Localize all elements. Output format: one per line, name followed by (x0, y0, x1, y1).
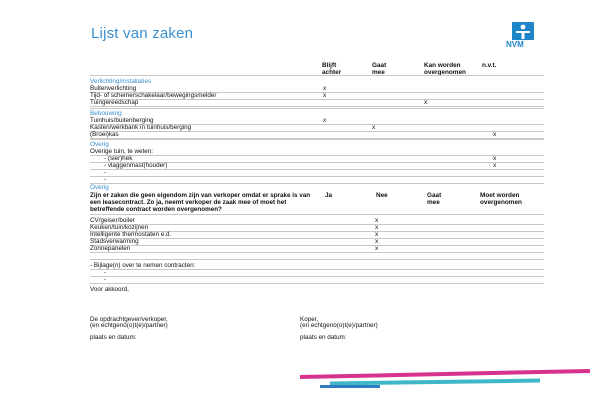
buyer-place-date: plaats en datum: (300, 334, 347, 341)
col-header-ja: Ja (325, 192, 333, 199)
table-row: Kasten/werkbank in tuinhuis/berging x (90, 124, 544, 132)
check-mark: x (323, 117, 327, 124)
buyer-partner-label: (en echtgeno(o)t(e)/partner) (300, 322, 378, 329)
seller-place-date: plaats en datum: (90, 334, 137, 341)
table-row: - (sier)hek x (90, 155, 544, 163)
table-row: Buitenverlichting x (90, 85, 544, 93)
table-row: Keuken/tuin/kozijnen x (90, 224, 544, 232)
table-row: (Broei)kas x (90, 131, 544, 139)
check-mark: x (323, 92, 327, 99)
col-header-blijft: Blijft achter (322, 62, 342, 76)
table-row: Tuinhuis/buitenberging x (90, 117, 544, 125)
table-row: - (90, 169, 544, 177)
section-title: Verlichting/installaties (90, 78, 152, 85)
check-mark: x (375, 217, 379, 224)
table-row: - (90, 269, 544, 277)
col-header-gaat-mee: Gaat mee (372, 62, 387, 76)
buyer-label: Koper, (300, 316, 319, 323)
table-row: Intelligente thermostaten e.d. x (90, 231, 544, 239)
table-row: Zonnepanelen x (90, 245, 544, 253)
table-row: Overige tuin, te weten: (90, 148, 544, 156)
col-header-gaat-mee-2: Gaat mee (427, 192, 442, 206)
divider (90, 75, 544, 76)
check-mark: x (375, 224, 379, 231)
section-title: Overig (90, 141, 109, 148)
col-header-kan-worden: Kan worden overgenomen (424, 62, 466, 76)
check-mark: x (372, 124, 376, 131)
akkoord-text: Voor akkoord, (90, 286, 129, 293)
divider (90, 108, 544, 109)
table-row: - (90, 176, 544, 184)
check-mark: x (375, 245, 379, 252)
check-mark: x (493, 155, 497, 162)
check-mark: x (375, 231, 379, 238)
page-title: Lijst van zaken (91, 25, 194, 42)
check-mark: x (493, 162, 497, 169)
table-row: - vlaggenmast(houder) x (90, 162, 544, 170)
divider (90, 214, 544, 215)
table-row: CV/geiser/boiler x (90, 217, 544, 225)
section-title: Bebouwing (90, 110, 122, 117)
table-row: Tuingereedschap x (90, 99, 544, 107)
seller-label: De opdrachtgever/verkoper, (90, 316, 168, 323)
col-header-nvt: n.v.t. (482, 62, 497, 69)
section-title: Overig (90, 184, 109, 191)
col-header-nee: Nee (376, 192, 388, 199)
check-mark: x (375, 238, 379, 245)
table-row: Tijd- of schemerschakelaar/bewegingsmelder x (90, 92, 544, 100)
divider (90, 139, 544, 140)
footer-pink-bar (300, 369, 590, 379)
table-row: Stadsverwarming x (90, 238, 544, 246)
table-row (90, 252, 544, 260)
lease-question: Zijn er zaken die geen eigendom zijn van verkoper omdat er sprake is van een leasecontract. Zo ja, neemt verkoper de zaak mee of moet het betreffende contract worden overgenomen? (90, 192, 311, 213)
col-header-moet-worden: Moet worden overgenomen (480, 192, 522, 206)
seller-partner-label: (en echtgeno(o)t(e)/partner) (90, 322, 168, 329)
check-mark: x (493, 131, 497, 138)
table-row: - (90, 276, 544, 284)
check-mark: x (424, 99, 428, 106)
footer-blue-bar (320, 385, 380, 388)
logo-text: NVM (506, 40, 524, 49)
check-mark: x (323, 85, 327, 92)
table-row: - Bijlage(n) over te nemen contracten: (90, 262, 544, 270)
